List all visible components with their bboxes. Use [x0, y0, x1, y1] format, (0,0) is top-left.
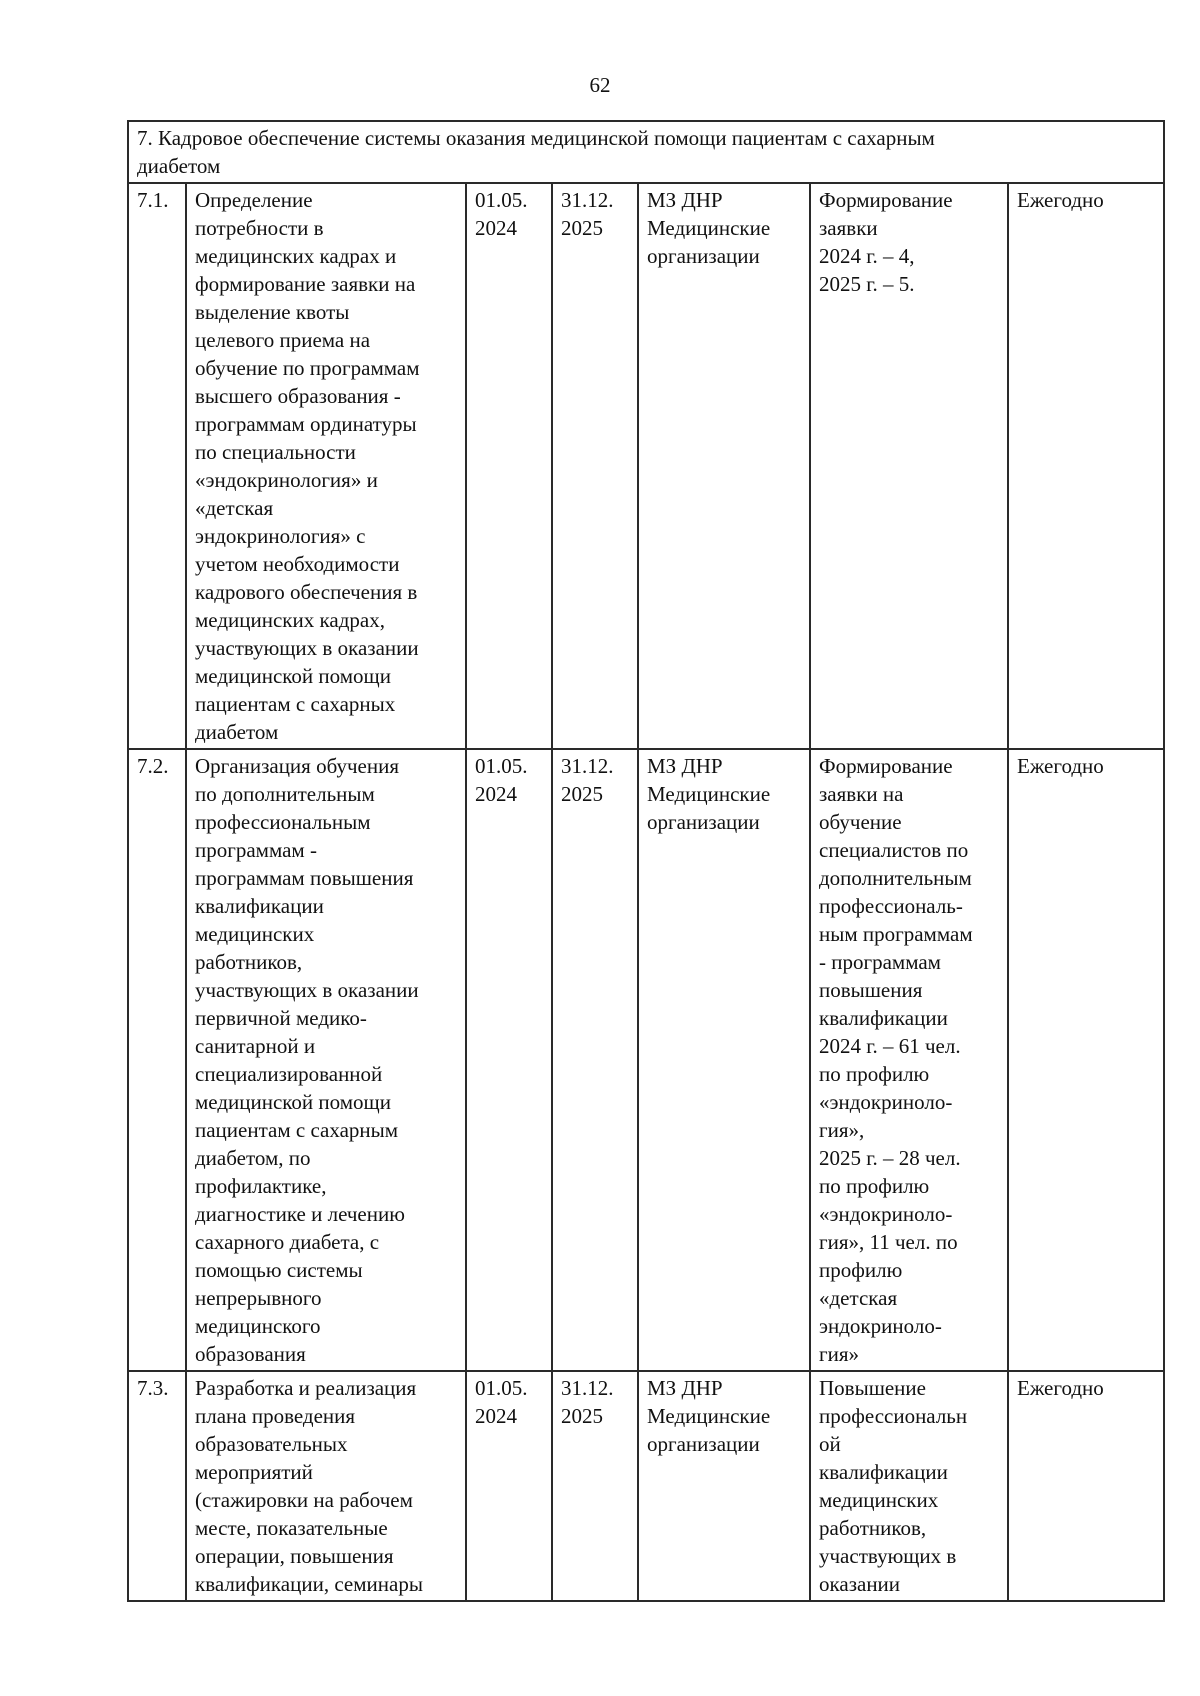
activity-line: медицинских: [195, 922, 315, 946]
activity-line: сахарного диабета, с: [195, 1230, 380, 1254]
result-line: - программам: [819, 950, 941, 974]
result-line: работников,: [819, 1516, 927, 1540]
result-line: по профилю: [819, 1174, 930, 1198]
activity-line: учетом необходимости: [195, 552, 400, 576]
activity-line: медицинской помощи: [195, 664, 391, 688]
activity-cell: [186, 183, 466, 749]
end-date-cell: [552, 183, 638, 749]
activity-line: медицинских кадрах и: [195, 244, 397, 268]
responsible-line: организации: [647, 810, 760, 834]
result-line: «эндокриноло-: [819, 1090, 953, 1114]
activity-line: диабетом, по: [195, 1146, 311, 1170]
activity-line: помощью системы: [195, 1258, 363, 1282]
row-number: 7.1.: [137, 188, 169, 212]
activity-line: диагностике и лечению: [195, 1202, 405, 1226]
result-line: оказании: [819, 1572, 901, 1596]
result-line: профилю: [819, 1258, 903, 1282]
result-line: участвующих в: [819, 1544, 957, 1568]
result-line: 2025 г. – 28 чел.: [819, 1146, 961, 1170]
frequency: Ежегодно: [1017, 754, 1104, 778]
activity-line: квалификации, семинары: [195, 1572, 423, 1596]
activity-line: участвующих в оказании: [195, 636, 419, 660]
start-date-line: 2024: [475, 216, 517, 240]
section-header-row: [128, 121, 1164, 183]
row-number-cell: [128, 749, 186, 1371]
result-line: обучение: [819, 810, 902, 834]
result-line: профессиональ-: [819, 894, 963, 918]
activity-line: пациентам с сахарных: [195, 692, 396, 716]
activity-cell: [186, 749, 466, 1371]
row-number: 7.3.: [137, 1376, 169, 1400]
activity-line: месте, показательные: [195, 1516, 388, 1540]
result-line: гия»: [819, 1342, 860, 1366]
row-number-cell: [128, 183, 186, 749]
table-row: [128, 1371, 1164, 1601]
result-line: квалификации: [819, 1460, 948, 1484]
activity-line: квалификации: [195, 894, 324, 918]
start-date-line: 01.05.: [475, 188, 528, 212]
end-date-line: 31.12.: [561, 188, 614, 212]
responsible-line: МЗ ДНР: [647, 754, 723, 778]
frequency-cell: [1008, 1371, 1164, 1601]
responsible-line: МЗ ДНР: [647, 1376, 723, 1400]
responsible-line: организации: [647, 244, 760, 268]
result-line: ным программам: [819, 922, 973, 946]
result-cell: [810, 183, 1008, 749]
section-header-line: 7. Кадровое обеспечение системы оказания медицинской помощи пациентам с сахарным: [137, 126, 935, 150]
activity-line: программам ординатуры: [195, 412, 417, 436]
activity-cell: [186, 1371, 466, 1601]
end-date-line: 2025: [561, 782, 603, 806]
result-line: Формирование: [819, 188, 953, 212]
activity-line: (стажировки на рабочем: [195, 1488, 413, 1512]
activity-line: работников,: [195, 950, 303, 974]
activity-line: Определение: [195, 188, 313, 212]
row-number-cell: [128, 1371, 186, 1601]
activity-line: потребности в: [195, 216, 324, 240]
result-line: квалификации: [819, 1006, 948, 1030]
end-date-line: 31.12.: [561, 1376, 614, 1400]
end-date-cell: [552, 749, 638, 1371]
activity-line: плана проведения: [195, 1404, 356, 1428]
activity-line: участвующих в оказании: [195, 978, 419, 1002]
activity-line: эндокринология» с: [195, 524, 366, 548]
activity-line: диабетом: [195, 720, 279, 744]
activity-line: операции, повышения: [195, 1544, 394, 1568]
result-line: гия», 11 чел. по: [819, 1230, 958, 1254]
end-date-line: 31.12.: [561, 754, 614, 778]
activity-line: по специальности: [195, 440, 356, 464]
responsible-cell: [638, 183, 810, 749]
activity-line: медицинского: [195, 1314, 321, 1338]
activity-line: кадрового обеспечения в: [195, 580, 418, 604]
page-number: 62: [589, 73, 611, 97]
table-row: [128, 183, 1164, 749]
activity-line: выделение квоты: [195, 300, 350, 324]
activity-line: образования: [195, 1342, 306, 1366]
activity-line: первичной медико-: [195, 1006, 367, 1030]
responsible-line: Медицинские: [647, 782, 771, 806]
activity-line: профилактике,: [195, 1174, 327, 1198]
activity-line: обучение по программам: [195, 356, 420, 380]
activity-line: формирование заявки на: [195, 272, 416, 296]
activity-line: Разработка и реализация: [195, 1376, 417, 1400]
activity-line: «эндокринология» и: [195, 468, 378, 492]
activity-line: санитарной и: [195, 1034, 316, 1058]
end-date-line: 2025: [561, 216, 603, 240]
activity-line: медицинских кадрах,: [195, 608, 385, 632]
start-date-cell: [466, 749, 552, 1371]
end-date-line: 2025: [561, 1404, 603, 1428]
activity-line: пациентам с сахарным: [195, 1118, 399, 1142]
result-line: «эндокриноло-: [819, 1202, 953, 1226]
result-line: медицинских: [819, 1488, 939, 1512]
start-date-line: 01.05.: [475, 1376, 528, 1400]
section-header-cell: [128, 121, 1164, 183]
result-line: 2025 г. – 5.: [819, 272, 915, 296]
activity-line: «детская: [195, 496, 274, 520]
activity-line: непрерывного: [195, 1286, 322, 1310]
table-row: [128, 749, 1164, 1371]
responsible-line: Медицинские: [647, 1404, 771, 1428]
result-cell: [810, 1371, 1008, 1601]
activity-line: программам повышения: [195, 866, 414, 890]
activity-line: Организация обучения: [195, 754, 399, 778]
result-line: ой: [819, 1432, 841, 1456]
end-date-cell: [552, 1371, 638, 1601]
frequency: Ежегодно: [1017, 188, 1104, 212]
result-line: 2024 г. – 4,: [819, 244, 915, 268]
start-date-line: 01.05.: [475, 754, 528, 778]
start-date-cell: [466, 1371, 552, 1601]
activity-line: медицинской помощи: [195, 1090, 391, 1114]
result-line: заявки: [819, 216, 878, 240]
start-date-line: 2024: [475, 782, 517, 806]
activity-line: специализированной: [195, 1062, 383, 1086]
row-number: 7.2.: [137, 754, 169, 778]
responsible-line: МЗ ДНР: [647, 188, 723, 212]
start-date-line: 2024: [475, 1404, 517, 1428]
result-line: гия»,: [819, 1118, 865, 1142]
activity-line: мероприятий: [195, 1460, 313, 1484]
start-date-cell: [466, 183, 552, 749]
frequency-cell: [1008, 749, 1164, 1371]
frequency: Ежегодно: [1017, 1376, 1104, 1400]
activity-line: программам -: [195, 838, 317, 862]
result-line: Формирование: [819, 754, 953, 778]
responsible-cell: [638, 1371, 810, 1601]
activity-line: по дополнительным: [195, 782, 375, 806]
result-line: дополнительным: [819, 866, 972, 890]
result-line: Повышение: [819, 1376, 926, 1400]
result-line: по профилю: [819, 1062, 930, 1086]
responsible-line: организации: [647, 1432, 760, 1456]
responsible-line: Медицинские: [647, 216, 771, 240]
result-line: специалистов по: [819, 838, 969, 862]
result-line: «детская: [819, 1286, 898, 1310]
activity-line: высшего образования -: [195, 384, 401, 408]
activity-line: образовательных: [195, 1432, 348, 1456]
activity-line: профессиональным: [195, 810, 371, 834]
result-line: 2024 г. – 61 чел.: [819, 1034, 961, 1058]
result-line: профессиональн: [819, 1404, 968, 1428]
activity-line: целевого приема на: [195, 328, 371, 352]
responsible-cell: [638, 749, 810, 1371]
frequency-cell: [1008, 183, 1164, 749]
section-header-line: диабетом: [137, 154, 221, 178]
result-line: повышения: [819, 978, 923, 1002]
result-line: заявки на: [819, 782, 904, 806]
action-plan-table: [127, 120, 1165, 1602]
result-cell: [810, 749, 1008, 1371]
result-line: эндокриноло-: [819, 1314, 942, 1338]
